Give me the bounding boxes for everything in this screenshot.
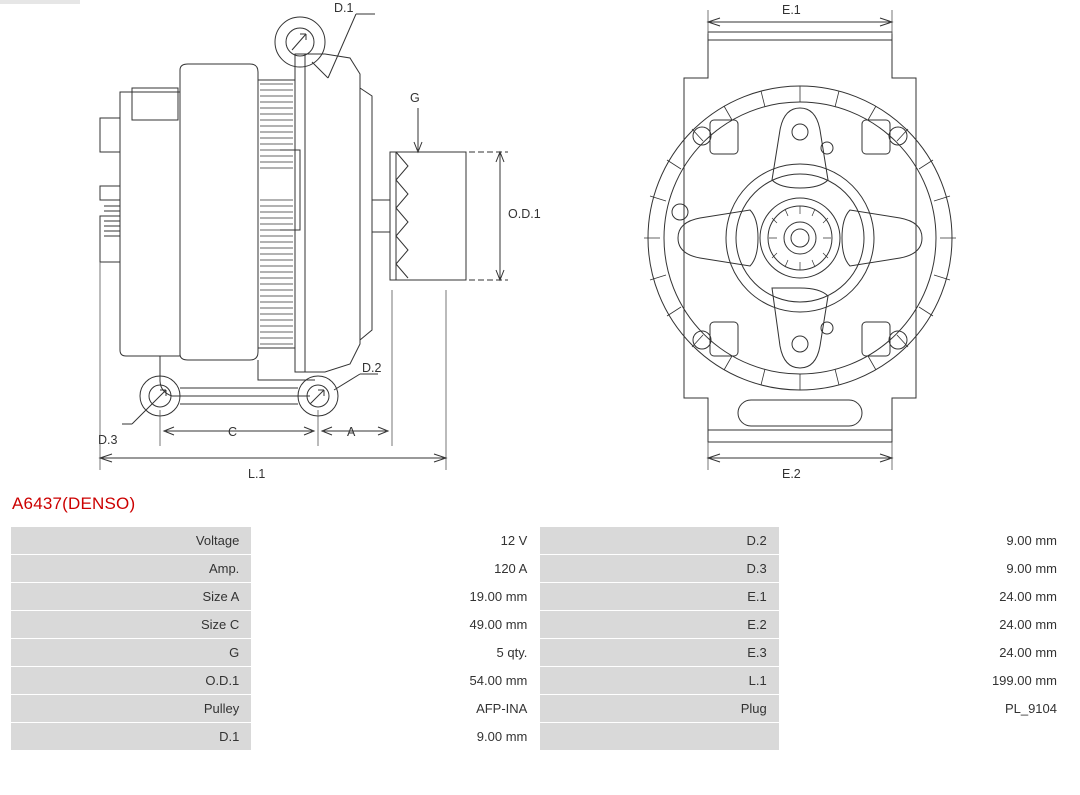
page-title: A6437(DENSO) [12,494,136,513]
table-row [11,583,1070,611]
spec-label: E.1 [540,583,779,611]
label-c: C [228,425,238,439]
spec-value: 24.00 mm [779,583,1069,611]
spec-value: 24.00 mm [779,639,1069,667]
table-row [11,527,1070,555]
spec-value-empty [779,723,1069,751]
label-e2: E.2 [782,467,801,481]
table-row [11,695,1070,723]
spec-value: PL_9104 [779,695,1069,723]
spec-label: E.3 [540,639,779,667]
spec-label: D.3 [540,555,779,583]
alternator-front-view-drawing [620,0,1020,488]
label-l1: L.1 [248,467,266,481]
spec-value: 49.00 mm [252,611,540,639]
spec-value: 24.00 mm [779,611,1069,639]
spec-label: D.2 [540,527,779,555]
label-d3: D.3 [98,433,118,447]
spec-value: AFP-INA [252,695,540,723]
label-d2: D.2 [362,361,382,375]
table-row [11,667,1070,695]
table-row [11,639,1070,667]
specification-table [10,526,1070,751]
spec-label: Amp. [11,555,252,583]
spec-value: 5 qty. [252,639,540,667]
spec-label: Plug [540,695,779,723]
table-row [11,723,1070,751]
spec-value: 120 A [252,555,540,583]
alternator-side-view-drawing [60,0,580,488]
table-row [11,555,1070,583]
spec-label: O.D.1 [11,667,252,695]
label-g: G [410,91,420,105]
label-od1: O.D.1 [508,207,541,221]
spec-label: G [11,639,252,667]
spec-label-empty [540,723,779,751]
table-row [11,611,1070,639]
spec-label: Size C [11,611,252,639]
spec-value: 19.00 mm [252,583,540,611]
spec-value: 9.00 mm [779,555,1069,583]
label-d1: D.1 [334,1,354,15]
spec-label: Size A [11,583,252,611]
spec-value: 12 V [252,527,540,555]
spec-label: L.1 [540,667,779,695]
spec-label: Voltage [11,527,252,555]
spec-value: 199.00 mm [779,667,1069,695]
spec-value: 9.00 mm [252,723,540,751]
label-e1: E.1 [782,3,801,17]
spec-value: 9.00 mm [779,527,1069,555]
spec-label: Pulley [11,695,252,723]
label-a: A [347,425,356,439]
spec-value: 54.00 mm [252,667,540,695]
spec-label: D.1 [11,723,252,751]
spec-label: E.2 [540,611,779,639]
